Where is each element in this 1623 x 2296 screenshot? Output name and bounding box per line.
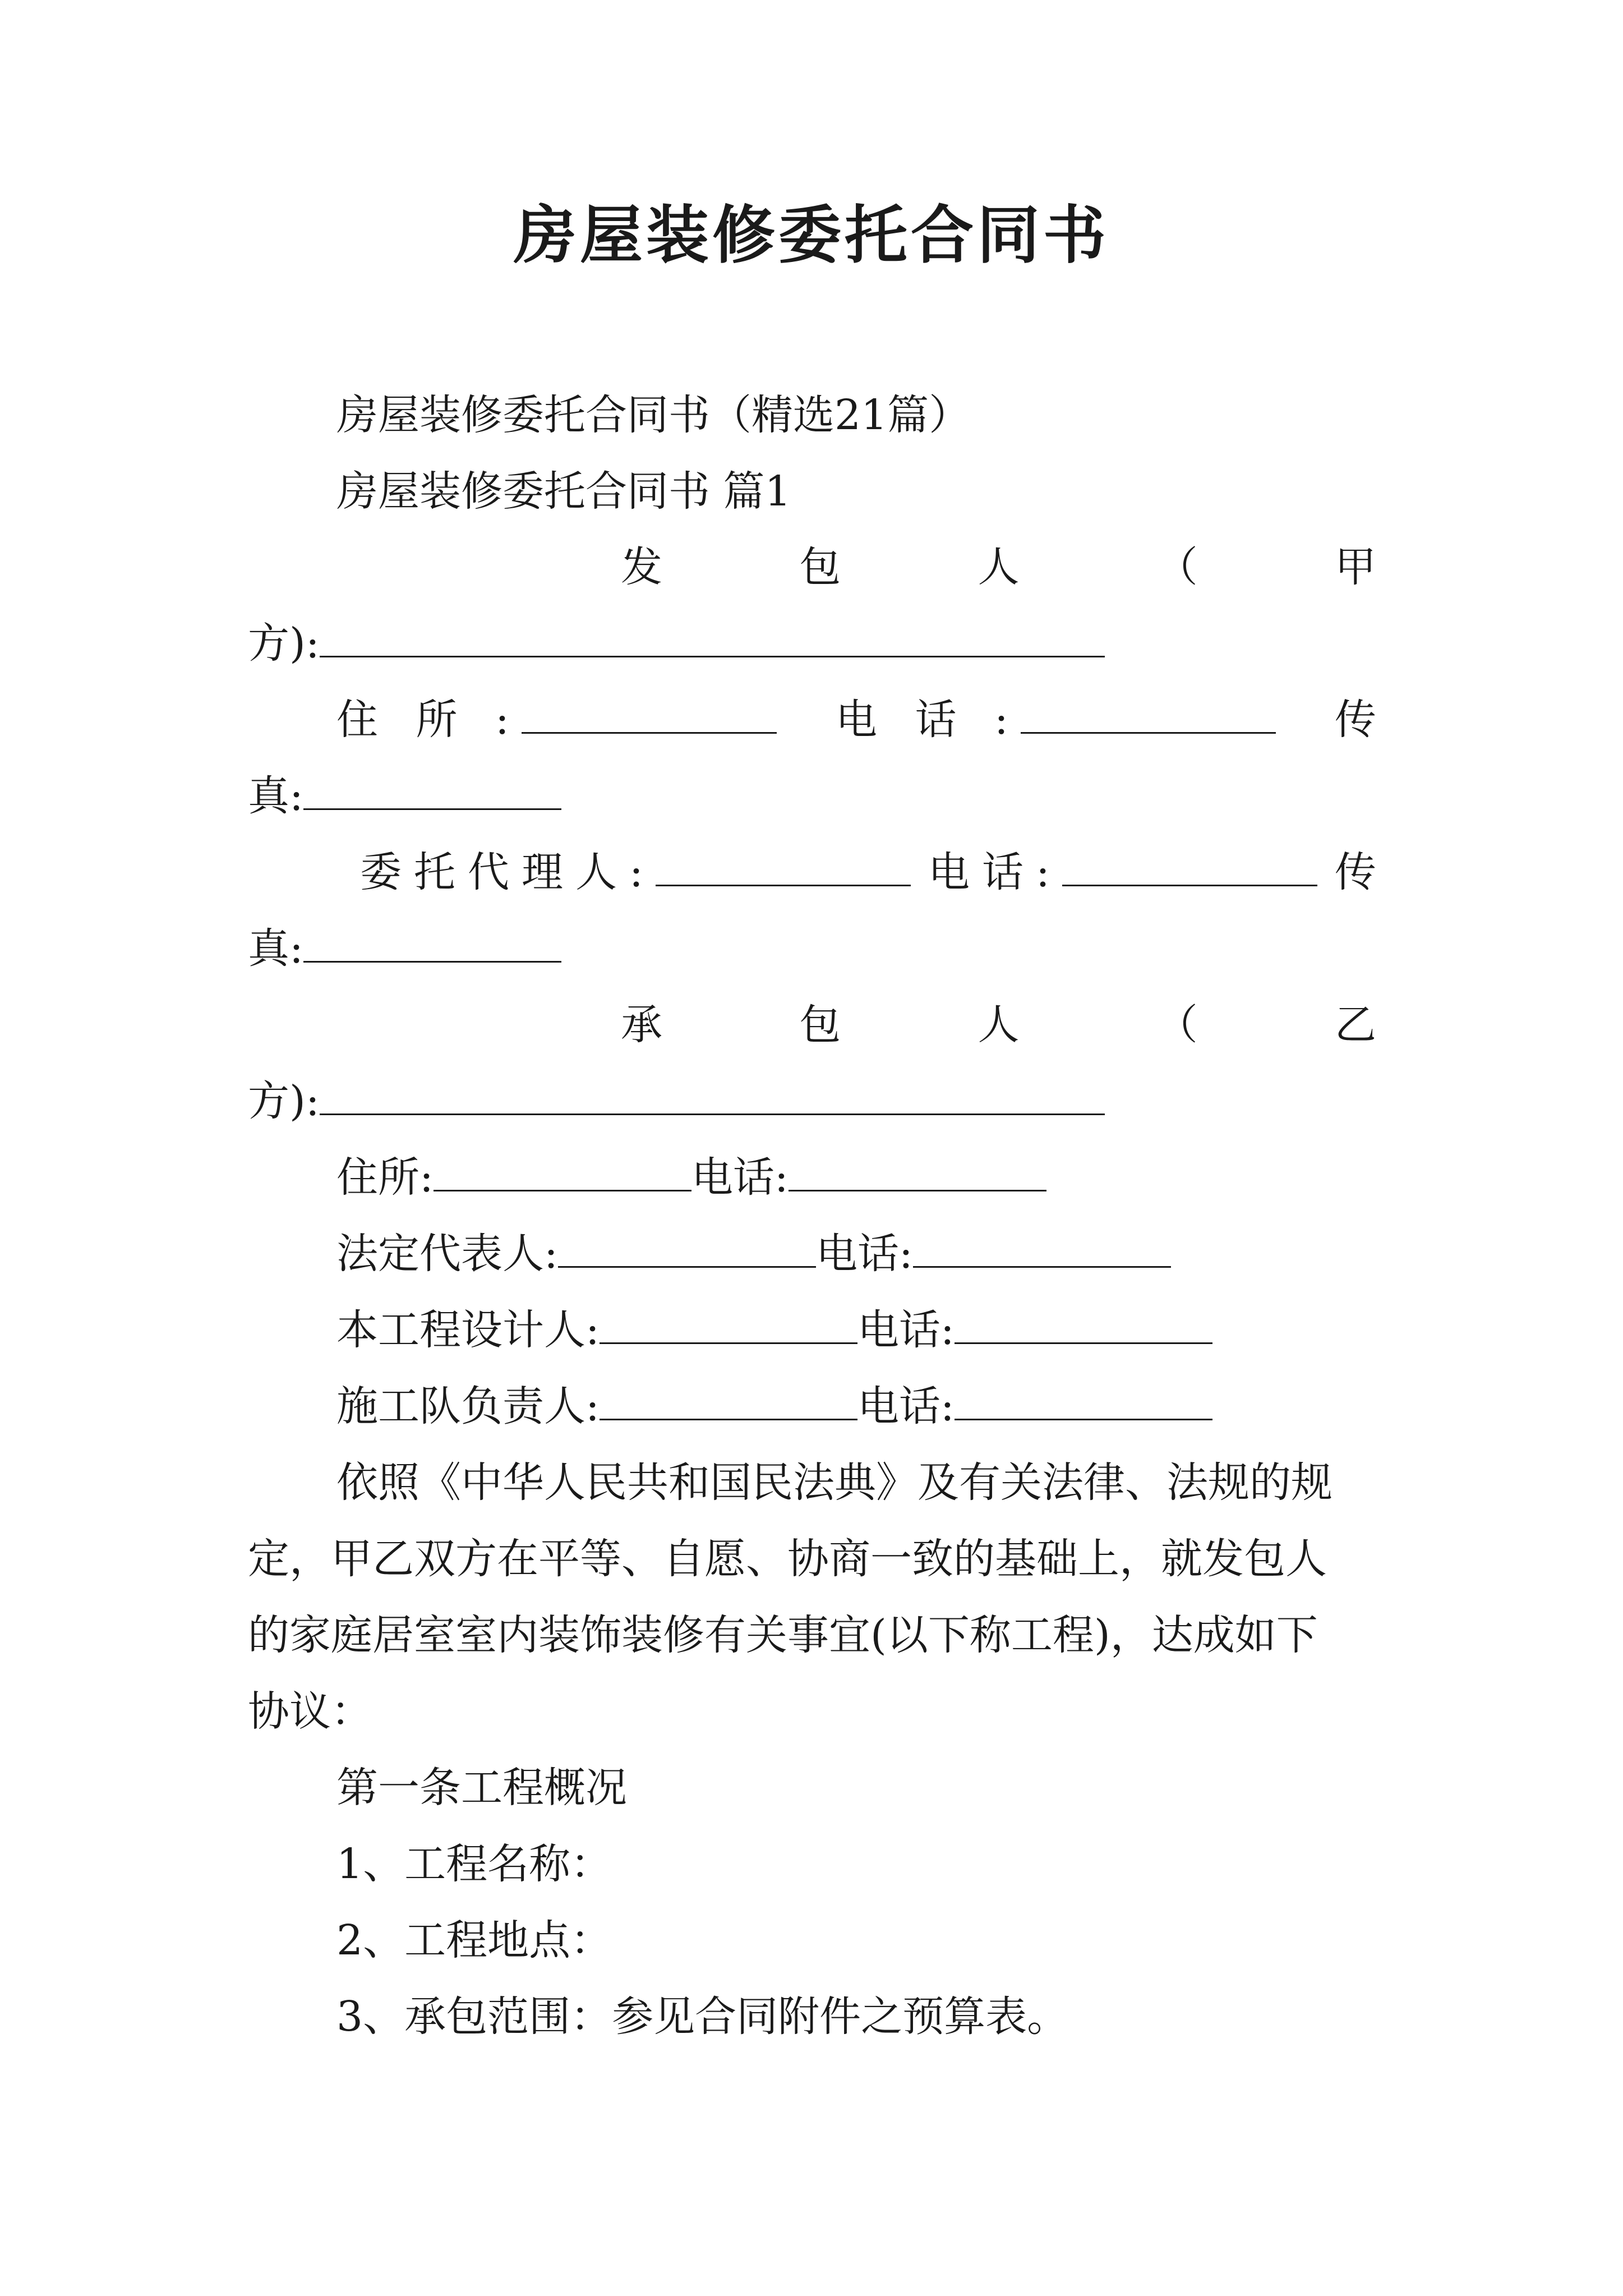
crew-lead-label: 施工队负责人:	[336, 1382, 600, 1430]
party-b-char: 乙	[1335, 1001, 1376, 1049]
party-b-char: 包	[799, 1001, 841, 1049]
legal-rep-phone-label: 电话:	[815, 1230, 913, 1278]
party-b-char: 人	[978, 1001, 1020, 1049]
party-a-char: 发	[621, 543, 662, 591]
party-b-phone-blank[interactable]	[789, 1153, 1046, 1191]
designer-phone-blank[interactable]	[955, 1305, 1212, 1344]
intro-line: 的家庭居室室内装饰装修有关事宜(以下称工程)，达成如下	[248, 1611, 1318, 1659]
party-a-address-blank[interactable]	[522, 695, 777, 734]
document-subtitle: 房屋装修委托合同书（精选21篇）	[336, 391, 971, 439]
agent-label: 委托代理人:	[360, 848, 656, 896]
legal-rep-label: 法定代表人:	[336, 1230, 558, 1278]
article1-heading: 第一条工程概况	[336, 1764, 627, 1812]
agent-phone-blank[interactable]	[1062, 848, 1317, 886]
designer-label: 本工程设计人:	[336, 1306, 600, 1354]
party-a-label-tail: 方):	[248, 619, 320, 668]
party-a-fax-blank[interactable]	[303, 771, 561, 810]
party-b-char: （	[1156, 1001, 1198, 1049]
item-project-name: 1、工程名称：	[336, 1840, 612, 1888]
item-contract-scope: 3、承包范围：参见合同附件之预算表。	[336, 1993, 1069, 2041]
party-a-char: 人	[978, 543, 1020, 591]
party-b-phone-label: 电话:	[691, 1153, 789, 1202]
legal-rep-row	[248, 1226, 1465, 1282]
party-a-fax-row	[248, 768, 1376, 824]
designer-phone-label: 电话:	[857, 1306, 955, 1354]
crew-lead-row	[248, 1378, 1465, 1434]
intro-line: 依照《中华人民共和国民法典》及有关法律、法规的规	[336, 1458, 1332, 1507]
section-heading: 房屋装修委托合同书 篇1	[336, 467, 791, 516]
designer-blank[interactable]	[600, 1305, 857, 1344]
agent-fax-row	[248, 921, 1376, 977]
item-project-location: 2、工程地点：	[336, 1916, 612, 1964]
party-b-char: 承	[621, 1001, 662, 1049]
party-a-phone-blank[interactable]	[1021, 695, 1276, 734]
agent-fax-label: 传	[1335, 848, 1376, 896]
designer-row	[248, 1302, 1465, 1358]
crew-lead-blank[interactable]	[600, 1382, 857, 1420]
party-a-address-label: 住 所 :	[336, 696, 522, 744]
party-b-name-row	[248, 1073, 1376, 1129]
party-b-name-blank[interactable]	[320, 1076, 1105, 1115]
party-a-contact-row	[248, 692, 1376, 748]
intro-line: 协议：	[248, 1687, 372, 1736]
party-b-address-label: 住所:	[336, 1153, 434, 1202]
agent-fax-tail: 真:	[248, 924, 303, 973]
party-a-char: （	[1156, 543, 1198, 591]
agent-phone-label: 电话:	[928, 848, 1062, 896]
party-b-address-blank[interactable]	[434, 1153, 691, 1191]
document-title: 房屋装修委托合同书	[514, 199, 1109, 272]
intro-line: 定，甲乙双方在平等、自愿、协商一致的基础上，就发包人	[248, 1535, 1327, 1583]
party-a-char: 包	[799, 543, 841, 591]
agent-blank[interactable]	[656, 848, 911, 886]
crew-lead-phone-blank[interactable]	[955, 1382, 1212, 1420]
party-a-fax-label: 传	[1335, 696, 1376, 744]
party-a-phone-label: 电 话 :	[836, 696, 1021, 744]
crew-lead-phone-label: 电话:	[857, 1382, 955, 1430]
party-a-label	[248, 539, 1376, 595]
legal-rep-phone-blank[interactable]	[913, 1229, 1171, 1268]
party-b-label	[248, 997, 1376, 1053]
party-a-fax-tail: 真:	[248, 772, 303, 820]
party-a-name-blank[interactable]	[320, 619, 1105, 657]
agent-fax-blank[interactable]	[303, 924, 561, 963]
party-a-name-row	[248, 615, 1376, 671]
party-a-char: 甲	[1335, 543, 1376, 591]
party-b-label-tail: 方):	[248, 1077, 320, 1125]
legal-rep-blank[interactable]	[558, 1229, 816, 1268]
party-b-address-row	[248, 1149, 1465, 1205]
party-a-agent-row	[248, 844, 1376, 900]
